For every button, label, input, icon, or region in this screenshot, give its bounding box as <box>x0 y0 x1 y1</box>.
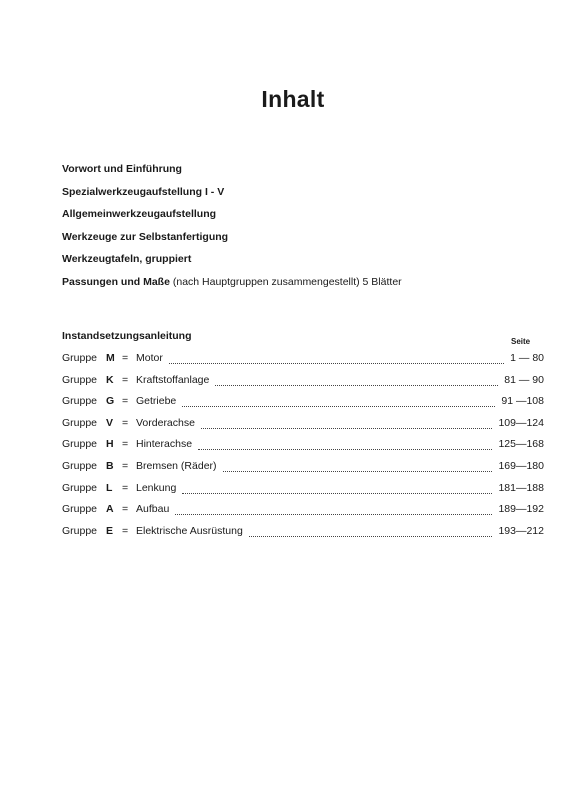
intro-item <box>62 163 402 186</box>
group-name: Elektrische Ausrüstung <box>136 524 243 537</box>
group-pages: 81 — 90 <box>504 373 544 386</box>
dot-leader <box>223 467 492 472</box>
group-name: Aufbau <box>136 503 170 516</box>
group-prefix: Gruppe <box>62 459 98 472</box>
intro-list <box>62 163 402 298</box>
dot-leader <box>175 510 492 515</box>
group-prefix: Gruppe <box>62 524 98 537</box>
group-row <box>62 395 544 417</box>
dot-leader <box>198 445 492 450</box>
page-title: Inhalt <box>261 86 325 112</box>
group-equals: = <box>122 459 129 472</box>
intro-item <box>62 253 402 276</box>
group-name: Hinterachse <box>136 438 193 451</box>
group-pages: 109—124 <box>498 416 544 429</box>
group-prefix: Gruppe <box>62 481 98 494</box>
group-equals: = <box>122 416 129 429</box>
group-equals: = <box>122 373 129 386</box>
page-column-label: Seite <box>511 337 531 346</box>
group-prefix: Gruppe <box>62 395 98 408</box>
group-row <box>62 482 544 504</box>
section-heading: Instandsetzungsanleitung <box>62 330 192 342</box>
intro-item-bold: Passungen und Maße <box>62 275 170 288</box>
group-pages: 193—212 <box>498 524 544 537</box>
group-pages: 181—188 <box>498 481 544 494</box>
group-name: Lenkung <box>136 481 177 494</box>
dot-leader <box>215 381 498 386</box>
group-row <box>62 503 544 525</box>
group-name: Motor <box>136 352 163 364</box>
group-equals: = <box>122 395 129 408</box>
intro-item <box>62 186 402 209</box>
group-list <box>62 352 544 546</box>
group-letter: G <box>106 395 115 408</box>
dot-leader <box>182 402 495 407</box>
dot-leader <box>249 532 492 537</box>
group-pages: 189—192 <box>498 503 544 516</box>
group-prefix: Gruppe <box>62 438 98 451</box>
group-letter: L <box>106 481 113 494</box>
group-letter: E <box>106 524 114 537</box>
group-equals: = <box>122 352 129 364</box>
intro-item-bold: Werkzeuge zur Selbstanfertigung <box>62 230 229 243</box>
group-pages: 1 — 80 <box>510 352 544 364</box>
group-pages: 169—180 <box>498 459 544 472</box>
group-pages: 91 —108 <box>501 395 544 408</box>
intro-item-bold: Allgemeinwerkzeugaufstellung <box>62 208 217 220</box>
intro-item <box>62 208 402 231</box>
group-equals: = <box>122 438 129 451</box>
group-pages: 125—168 <box>498 438 544 451</box>
group-prefix: Gruppe <box>62 416 98 429</box>
group-row <box>62 417 544 439</box>
group-name: Kraftstoffanlage <box>136 373 210 386</box>
dot-leader <box>201 424 492 429</box>
intro-item-bold: Spezialwerkzeugaufstellung I - V <box>62 185 225 198</box>
group-row <box>62 352 544 374</box>
group-equals: = <box>122 503 129 516</box>
group-name: Getriebe <box>136 395 177 408</box>
group-letter: B <box>106 459 114 472</box>
intro-item-note: (nach Hauptgruppen zusammengestellt) 5 Blätter <box>172 275 402 288</box>
group-name: Bremsen (Räder) <box>136 459 217 472</box>
intro-item <box>62 231 402 254</box>
group-name: Vorderachse <box>136 416 195 429</box>
group-equals: = <box>122 481 129 494</box>
group-prefix: Gruppe <box>62 352 98 364</box>
intro-item-bold: Vorwort und Einführung <box>62 163 182 175</box>
group-row <box>62 460 544 482</box>
group-letter: H <box>106 438 114 451</box>
group-letter: M <box>106 352 115 364</box>
group-letter: V <box>106 416 114 429</box>
group-prefix: Gruppe <box>62 373 98 386</box>
intro-item <box>62 276 402 299</box>
dot-leader <box>169 359 504 364</box>
group-row <box>62 374 544 396</box>
dot-leader <box>182 489 492 494</box>
group-letter: K <box>106 373 114 386</box>
group-letter: A <box>106 503 114 516</box>
intro-item-bold: Werkzeugtafeln, gruppiert <box>62 253 192 265</box>
group-equals: = <box>122 524 129 537</box>
group-row <box>62 438 544 460</box>
group-row <box>62 525 544 547</box>
group-prefix: Gruppe <box>62 503 98 516</box>
